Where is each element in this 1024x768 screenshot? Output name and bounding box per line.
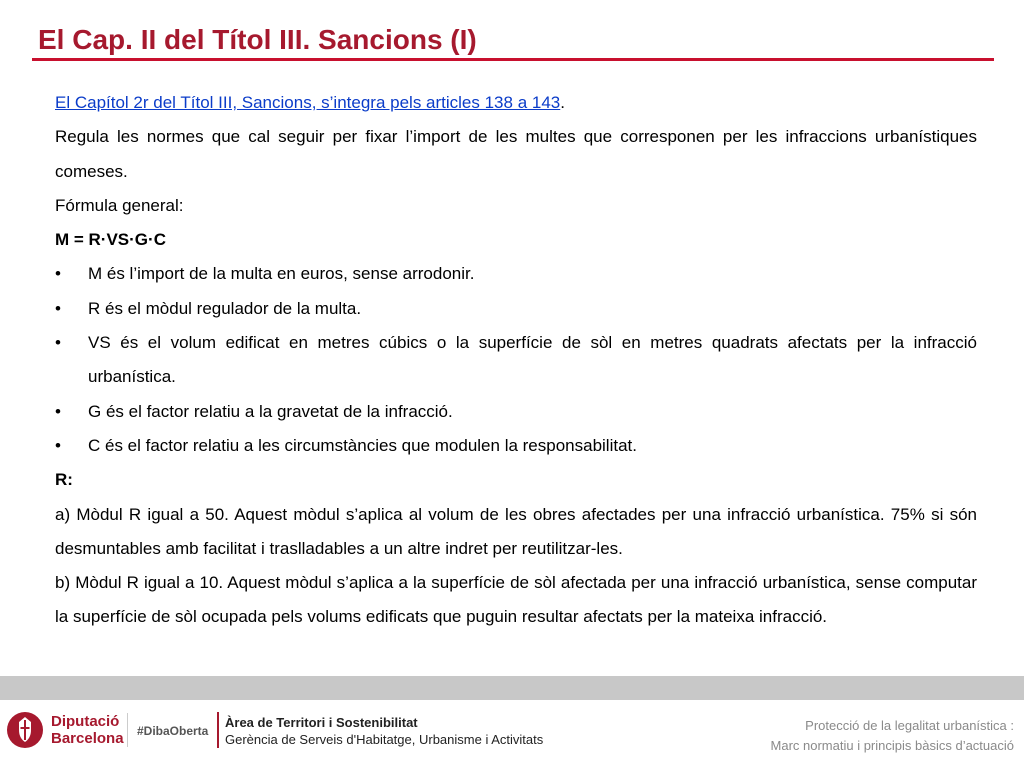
diputacio-barcelona-logo-icon (6, 711, 44, 749)
area-title: Àrea de Territori i Sostenibilitat (225, 715, 418, 730)
articles-link[interactable]: El Capítol 2r del Títol III, Sancions, s’integra pels articles 138 a 143 (55, 93, 561, 112)
bullet-item (55, 257, 977, 291)
link-suffix: . (560, 93, 565, 112)
link-paragraph (55, 86, 977, 120)
bullet-text: VS és el volum edificat en metres cúbics o la superfície de sòl en metres quadrats afectats per la infracció urbanística. (88, 333, 977, 387)
presentation-line1: Protecció de la legalitat urbanística : (805, 718, 1014, 733)
presentation-info (771, 716, 1014, 756)
item-b-paragraph: b) Mòdul R igual a 10. Aquest mòdul s’aplica a la superfície de sòl afectada per una infracció urbanística, sense computar la superfície de sòl ocupada pels volums edificats que puguin resultar afectats per la mateixa infracció. (55, 573, 977, 627)
presentation-line2: Marc normatiu i principis bàsics d’actuació (770, 738, 1014, 753)
bullet-item (55, 395, 977, 429)
hashtag: #DibaOberta (137, 724, 209, 738)
formula: M = R·VS·G·C (55, 230, 166, 250)
bullet-dot: • (55, 435, 61, 455)
area-info (225, 714, 543, 748)
bullet-item (55, 292, 977, 326)
bullet-dot: • (55, 298, 61, 318)
brand-divider (127, 713, 128, 747)
brand-line2: Barcelona (51, 730, 124, 747)
bullet-dot: • (55, 264, 61, 284)
footer (0, 700, 1024, 768)
bullet-item (55, 326, 977, 395)
brand-name (51, 713, 124, 747)
area-subtitle: Gerència de Serveis d'Habitatge, Urbanisme i Activitats (225, 732, 544, 747)
bullet-text: C és el factor relatiu a les circumstàncies que modulen la responsabilitat. (88, 435, 637, 455)
bullet-item (55, 429, 977, 463)
title-divider (32, 58, 994, 61)
slide-content (55, 86, 977, 635)
bullet-text: G és el factor relatiu a la gravetat de la infracció. (88, 401, 453, 421)
bullet-dot: • (55, 333, 61, 353)
area-divider (217, 712, 219, 748)
footer-band (0, 676, 1024, 700)
formula-label: Fórmula general: (55, 195, 184, 215)
bullet-dot: • (55, 401, 61, 421)
brand-line1: Diputació (51, 713, 120, 730)
item-a-paragraph: a) Mòdul R igual a 50. Aquest mòdul s’aplica al volum de les obres afectades per una infracció urbanística. 75% si són desmuntables amb facilitat i traslladables a un altre indret per reutilitzar-les. (55, 504, 977, 558)
r-label: R: (55, 470, 73, 490)
bullet-text: R és el mòdul regulador de la multa. (88, 298, 362, 318)
intro-paragraph: Regula les normes que cal seguir per fixar l’import de les multes que corresponen per les infraccions urbanístiques comeses. (55, 127, 977, 181)
bullet-text: M és l’import de la multa en euros, sense arrodonir. (88, 264, 475, 284)
slide-title: El Cap. II del Títol III. Sancions (I) (38, 24, 477, 55)
